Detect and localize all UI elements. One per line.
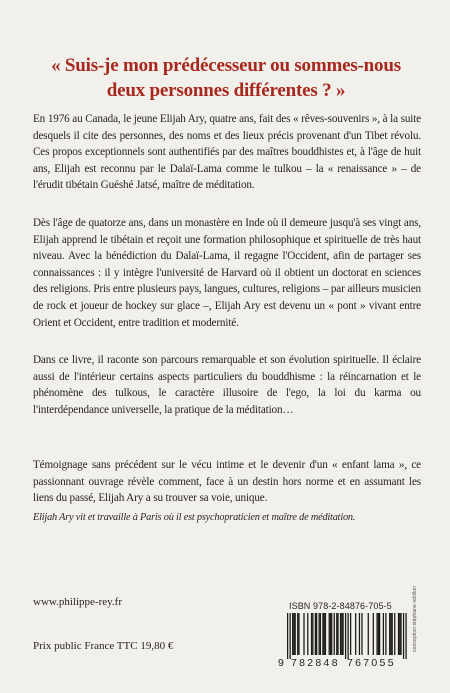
barcode-bar — [330, 613, 331, 655]
barcode-bar — [337, 613, 338, 655]
barcode-bar — [295, 613, 296, 655]
barcode-bars — [287, 613, 407, 659]
barcode-bar — [368, 613, 369, 655]
barcode-bar — [329, 613, 330, 655]
barcode-bar — [347, 613, 348, 659]
paragraph-book-content: Dans ce livre, il raconte son parcours remarquable et son évolution spirituelle. Il éclaire aussi de l'intérieur certains aspects particuliers du bouddhisme : la réincarnation et le phénomène des tulkous, le caractère illusoire de l'ego, la loi du karma ou l'interdépendance universelle, la pratique de la méditation… — [33, 354, 421, 416]
barcode-bar — [389, 613, 390, 655]
barcode-bar — [373, 613, 374, 655]
barcode-bar — [399, 613, 400, 655]
barcode-left-digits: 782848 — [291, 657, 340, 667]
paragraph-testimony: Témoignage sans précédent sur le vécu intime et le devenir d'un « enfant lama », ce passionnant ouvrage révèle comment, face à un destin hors norme et en assumant les liens du passé, Elijah Ary a su trouver sa voie, unique. — [33, 459, 421, 505]
barcode-bar — [334, 613, 335, 655]
headline-line-2: deux personnes différentes ? » — [106, 79, 346, 101]
barcode-bar — [311, 613, 312, 655]
barcode-bar — [383, 613, 384, 655]
barcode-bar — [287, 613, 288, 659]
barcode-bar — [316, 613, 317, 655]
paragraph-education: Dès l'âge de quatorze ans, dans un monastère en Inde où il demeure jusqu'à ses vingt ans, Elijah apprend le tibétain et reçoit une formation philosophique et spirituelle de très haut niveau. Avec la bénédiction du Dalaï-Lama, il regagne l'Occident, afin de partager ses connaissances : il y intègre l'université de Harvard où il obtient un doctorat en sciences des religions. Pris entre plusieurs pays, langues, cultures, religions – par ailleurs musicien de rock et joueur de hockey sur glace –, Elijah Ary est devenu un « pont » vivant entre Orient et Occident, entre tradition et modernité. — [33, 217, 421, 329]
barcode-bar — [403, 613, 404, 659]
barcode-bar — [325, 613, 326, 655]
cover-design-credit: conception stéphane rebillon — [412, 585, 418, 652]
barcode-bar — [290, 613, 291, 659]
barcode-bar — [361, 613, 362, 655]
barcode-right-digits: 767055 — [347, 657, 396, 667]
barcode-bar — [331, 613, 332, 655]
barcode-bar — [390, 613, 391, 655]
barcode-bar — [378, 613, 379, 655]
barcode-bar — [376, 613, 377, 655]
barcode-bar — [324, 613, 325, 655]
barcode-bar — [405, 613, 406, 659]
publisher-website-link[interactable]: www.philippe-rey.fr — [33, 596, 122, 608]
barcode-bar — [400, 613, 401, 655]
barcode-bar — [297, 613, 298, 655]
barcode-bar — [379, 613, 380, 655]
headline-line-1: « Suis-je mon prédécesseur ou sommes-nous — [51, 54, 401, 76]
paragraph-childhood: En 1976 au Canada, le jeune Elijah Ary, quatre ans, fait des « rêves-souvenirs », à la suite desquels il cite des personnes, des noms et des lieux précis provenant d'un Tibet révolu. Ces propos exceptionnels sont authentifiés par des maîtres bouddhistes et, à l'âge de huit ans, Elijah est reconnu par le Dalaï-Lama comme le tulkou – la « renaissance » – de l'érudit tibétain Guéshé Jatsé, maître de méditation. — [33, 113, 421, 192]
barcode-bar — [293, 613, 294, 655]
barcode-bar — [307, 613, 308, 655]
author-bio: Elijah Ary vit et travaille à Paris où il est psychopraticien et maître de méditation. — [33, 512, 356, 523]
barcode-bar — [345, 613, 346, 659]
barcode-bar — [341, 613, 342, 655]
barcode-bar — [340, 613, 341, 655]
barcode-first-digit: 9 — [278, 657, 284, 667]
barcode-bar — [355, 613, 356, 655]
barcode-bar — [350, 613, 351, 655]
barcode-bar — [385, 613, 386, 655]
barcode-bar — [322, 613, 323, 655]
barcode-bar — [398, 613, 399, 655]
barcode-bar — [336, 613, 337, 655]
isbn-label: ISBN 978-2-84876-705-5 — [289, 601, 392, 611]
barcode-bar — [342, 613, 343, 655]
barcode-bar — [298, 613, 299, 655]
barcode-bar — [312, 613, 313, 655]
barcode-bar — [320, 613, 321, 655]
barcode-bar — [319, 613, 320, 655]
price-label: Prix public France TTC 19,80 € — [33, 640, 174, 652]
headline-quote — [40, 53, 412, 103]
barcode-bar — [392, 613, 393, 655]
barcode-bar — [359, 613, 360, 655]
barcode-bar — [315, 613, 316, 655]
barcode — [275, 613, 407, 667]
barcode-bar — [394, 613, 395, 655]
barcode-bar — [292, 613, 293, 655]
barcode-bar — [303, 613, 304, 655]
